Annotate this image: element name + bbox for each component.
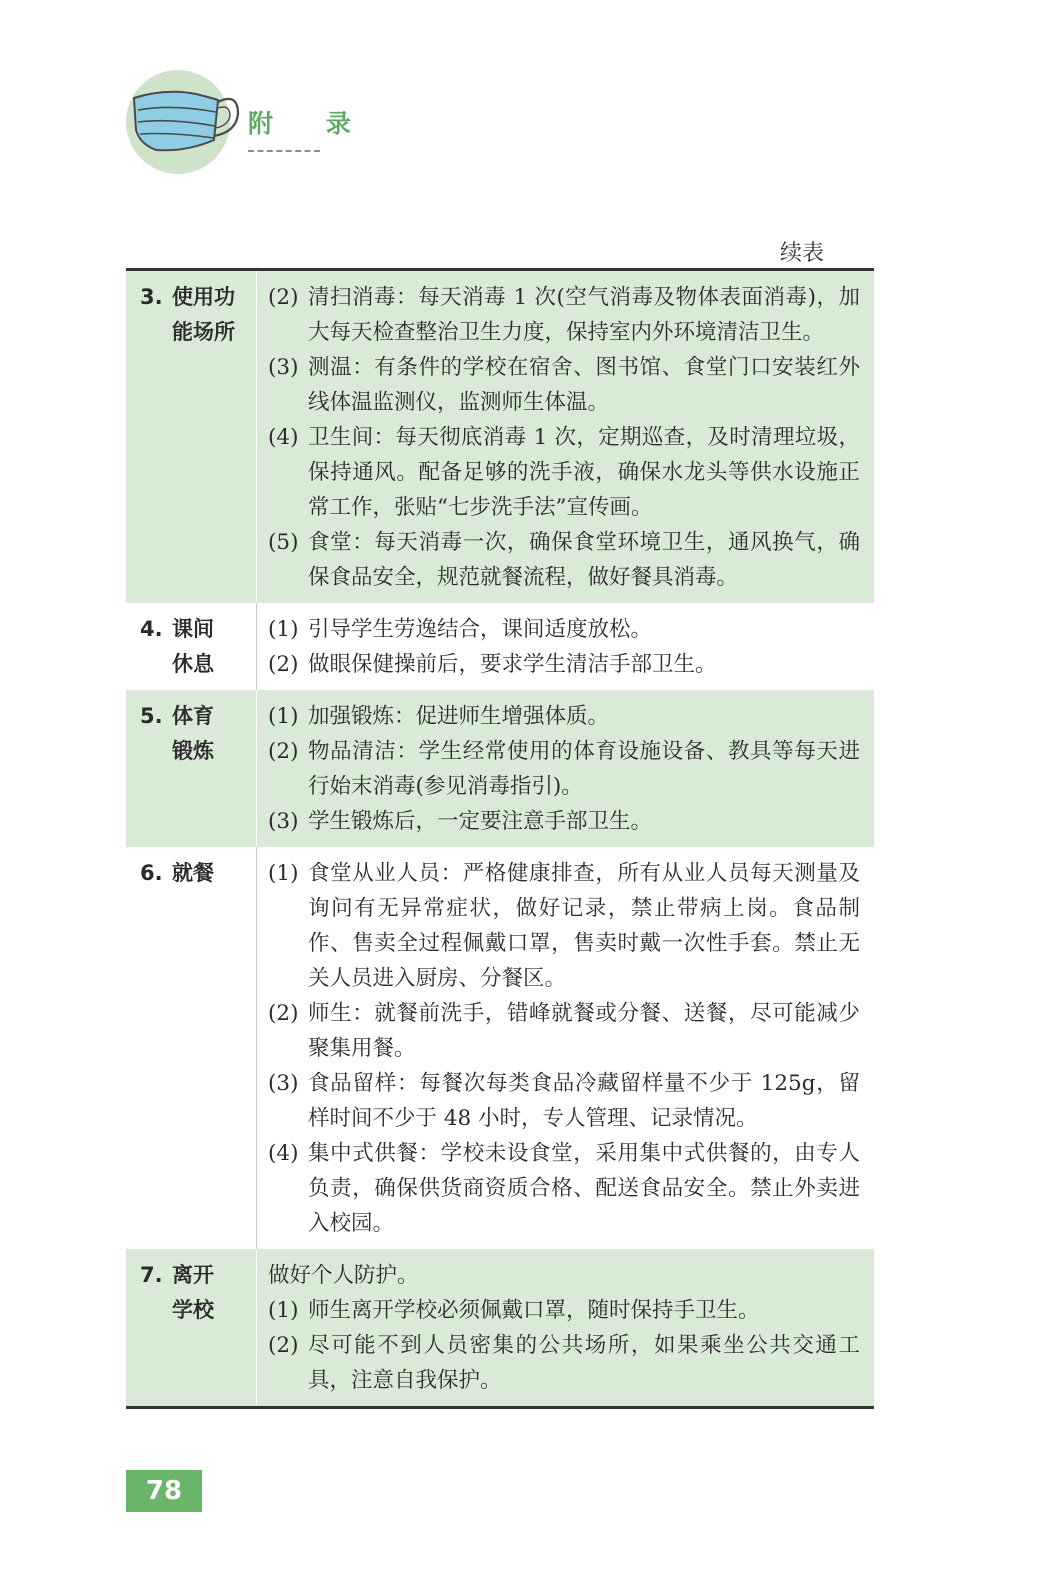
row-category: 4. 课间 休息 [140,617,214,676]
row-intro: 做好个人防护。 [268,1263,419,1288]
list-item: (2) 尽可能不到人员密集的公共场所，如果乘坐公共交通工具，注意自我保护。 [268,1333,860,1393]
list-item: (2) 物品清洁：学生经常使用的体育设施设备、教具等每天进行始末消毒(参见消毒指引)。 [268,739,860,799]
table-row [126,603,874,690]
list-item: (1) 食堂从业人员：严格健康排查，所有从业人员每天测量及询问有无异常症状，做好记录，禁止带病上岗。食品制作、售卖全过程佩戴口罩，售卖时戴一次性手套。禁止无关人员进入厨房、分餐区。 [268,861,860,991]
list-item: (2) 师生：就餐前洗手，错峰就餐或分餐、送餐，尽可能减少聚集用餐。 [268,1001,860,1061]
row-category: 7. 离开 学校 [140,1263,214,1322]
row-content [256,1249,874,1406]
table-row [126,1249,874,1406]
row-content [256,690,874,847]
table-row [126,690,874,847]
row-content [256,847,874,1249]
face-mask-icon [126,70,246,180]
list-item: (5) 食堂：每天消毒一次，确保食堂环境卫生，通风换气，确保食品安全，规范就餐流程，做好餐具消毒。 [268,530,860,590]
row-category: 5. 体育 锻炼 [140,704,214,763]
list-item: (1) 加强锻炼：促进师生增强体质。 [268,704,610,729]
title-underline-dashes [248,150,320,152]
continued-table-label: 续表 [780,241,825,266]
list-item: (2) 清扫消毒：每天消毒 1 次(空气消毒及物体表面消毒)，加大每天检查整治卫生力度，保持室内外环境清洁卫生。 [268,285,860,345]
list-item: (3) 食品留样：每餐次每类食品冷藏留样量不少于 125g，留样时间不少于 48 小时，专人管理、记录情况。 [268,1071,860,1131]
list-item: (1) 师生离开学校必须佩戴口罩，随时保持手卫生。 [268,1298,760,1323]
list-item: (2) 做眼保健操前后，要求学生清洁手部卫生。 [268,652,717,677]
row-category: 6. 就餐 [140,861,214,885]
list-item: (3) 学生锻炼后，一定要注意手部卫生。 [268,809,653,834]
list-item: (4) 集中式供餐：学校未设食堂，采用集中式供餐的，由专人负责，确保供货商资质合格、配送食品安全。禁止外卖进入校园。 [268,1141,860,1236]
row-content [256,603,874,690]
row-content [256,271,874,603]
table-row [126,271,874,603]
table-row [126,847,874,1249]
section-title: 附 录 [248,109,373,138]
list-item: (1) 引导学生劳逸结合，课间适度放松。 [268,617,653,642]
page-number-badge: 78 [126,1470,202,1512]
guidelines-table [126,268,874,1409]
row-category: 3. 使用功 能场所 [140,285,235,344]
list-item: (3) 测温：有条件的学校在宿舍、图书馆、食堂门口安装红外线体温监测仪，监测师生体温。 [268,355,860,415]
list-item: (4) 卫生间：每天彻底消毒 1 次，定期巡查，及时清理垃圾，保持通风。配备足够的洗手液，确保水龙头等供水设施正常工作，张贴“七步洗手法”宣传画。 [268,425,860,520]
